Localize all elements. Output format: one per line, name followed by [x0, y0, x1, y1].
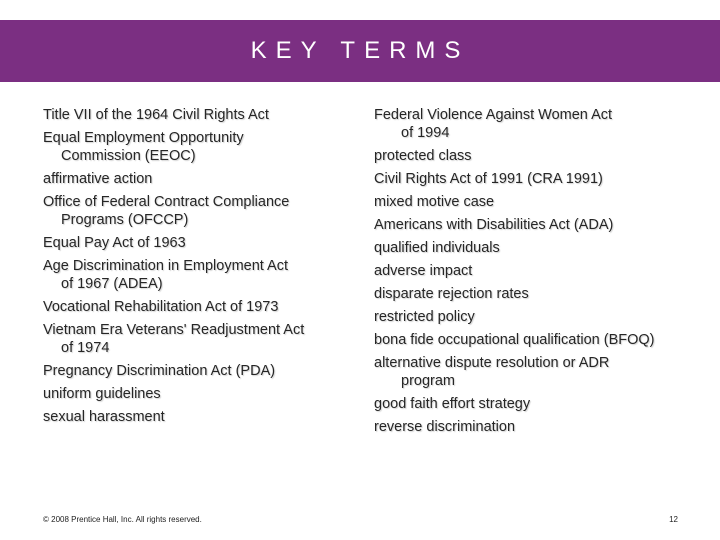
term-line: adverse impact — [374, 263, 473, 279]
term-line: Federal Violence Against Women Act — [374, 107, 613, 123]
term-line: reverse discrimination — [374, 419, 516, 435]
list-item — [43, 193, 343, 229]
term-line: qualified individuals — [374, 240, 500, 256]
term-line: Vocational Rehabilitation Act of 1973 — [43, 299, 279, 315]
term-line: alternative dispute resolution or ADR — [374, 355, 610, 371]
term-line: Age Discrimination in Employment Act — [43, 258, 288, 274]
page-number: 12 — [669, 515, 678, 524]
term-continuation: Programs (OFCCP) — [61, 212, 189, 228]
term-line: affirmative action — [43, 171, 153, 187]
page-title: KEY TERMS — [250, 37, 470, 64]
term-continuation: Commission (EEOC) — [61, 148, 196, 164]
term-continuation: program — [401, 373, 455, 389]
list-item — [374, 262, 704, 280]
term-continuation: of 1967 (ADEA) — [61, 276, 163, 292]
list-item — [43, 106, 343, 124]
list-item — [43, 298, 343, 316]
term-continuation: of 1974 — [61, 340, 110, 356]
list-item — [374, 308, 704, 326]
list-item — [374, 170, 704, 188]
term-line: Pregnancy Discrimination Act (PDA) — [43, 363, 276, 379]
list-item — [43, 170, 343, 188]
list-item — [374, 418, 704, 436]
term-line: Americans with Disabilities Act (ADA) — [374, 217, 614, 233]
list-item — [43, 257, 343, 293]
left-term-list — [43, 106, 343, 431]
right-term-list — [374, 106, 704, 441]
term-line: Civil Rights Act of 1991 (CRA 1991) — [374, 171, 603, 187]
term-line: Equal Pay Act of 1963 — [43, 235, 186, 251]
term-line: bona fide occupational qualification (BFOQ) — [374, 332, 655, 348]
list-item — [43, 362, 343, 380]
term-line: Title VII of the 1964 Civil Rights Act — [43, 107, 269, 123]
list-item — [43, 129, 343, 165]
list-item — [43, 408, 343, 426]
term-line: uniform guidelines — [43, 386, 161, 402]
list-item — [374, 354, 704, 390]
list-item — [43, 385, 343, 403]
term-line: mixed motive case — [374, 194, 495, 210]
list-item — [374, 147, 704, 165]
term-line: good faith effort strategy — [374, 396, 531, 412]
term-line: protected class — [374, 148, 472, 164]
list-item — [374, 239, 704, 257]
list-item — [43, 234, 343, 252]
list-item — [374, 285, 704, 303]
list-item — [374, 193, 704, 211]
term-line: restricted policy — [374, 309, 475, 325]
term-line: Vietnam Era Veterans' Readjustment Act — [43, 322, 305, 338]
list-item — [43, 321, 343, 357]
list-item — [374, 395, 704, 413]
term-line: Office of Federal Contract Compliance — [43, 194, 290, 210]
list-item — [374, 216, 704, 234]
copyright-notice: © 2008 Prentice Hall, Inc. All rights reserved. — [43, 515, 202, 524]
term-line: disparate rejection rates — [374, 286, 529, 302]
term-continuation: of 1994 — [401, 125, 450, 141]
term-line: Equal Employment Opportunity — [43, 130, 244, 146]
term-line: sexual harassment — [43, 409, 165, 425]
list-item — [374, 331, 704, 349]
list-item — [374, 106, 704, 142]
